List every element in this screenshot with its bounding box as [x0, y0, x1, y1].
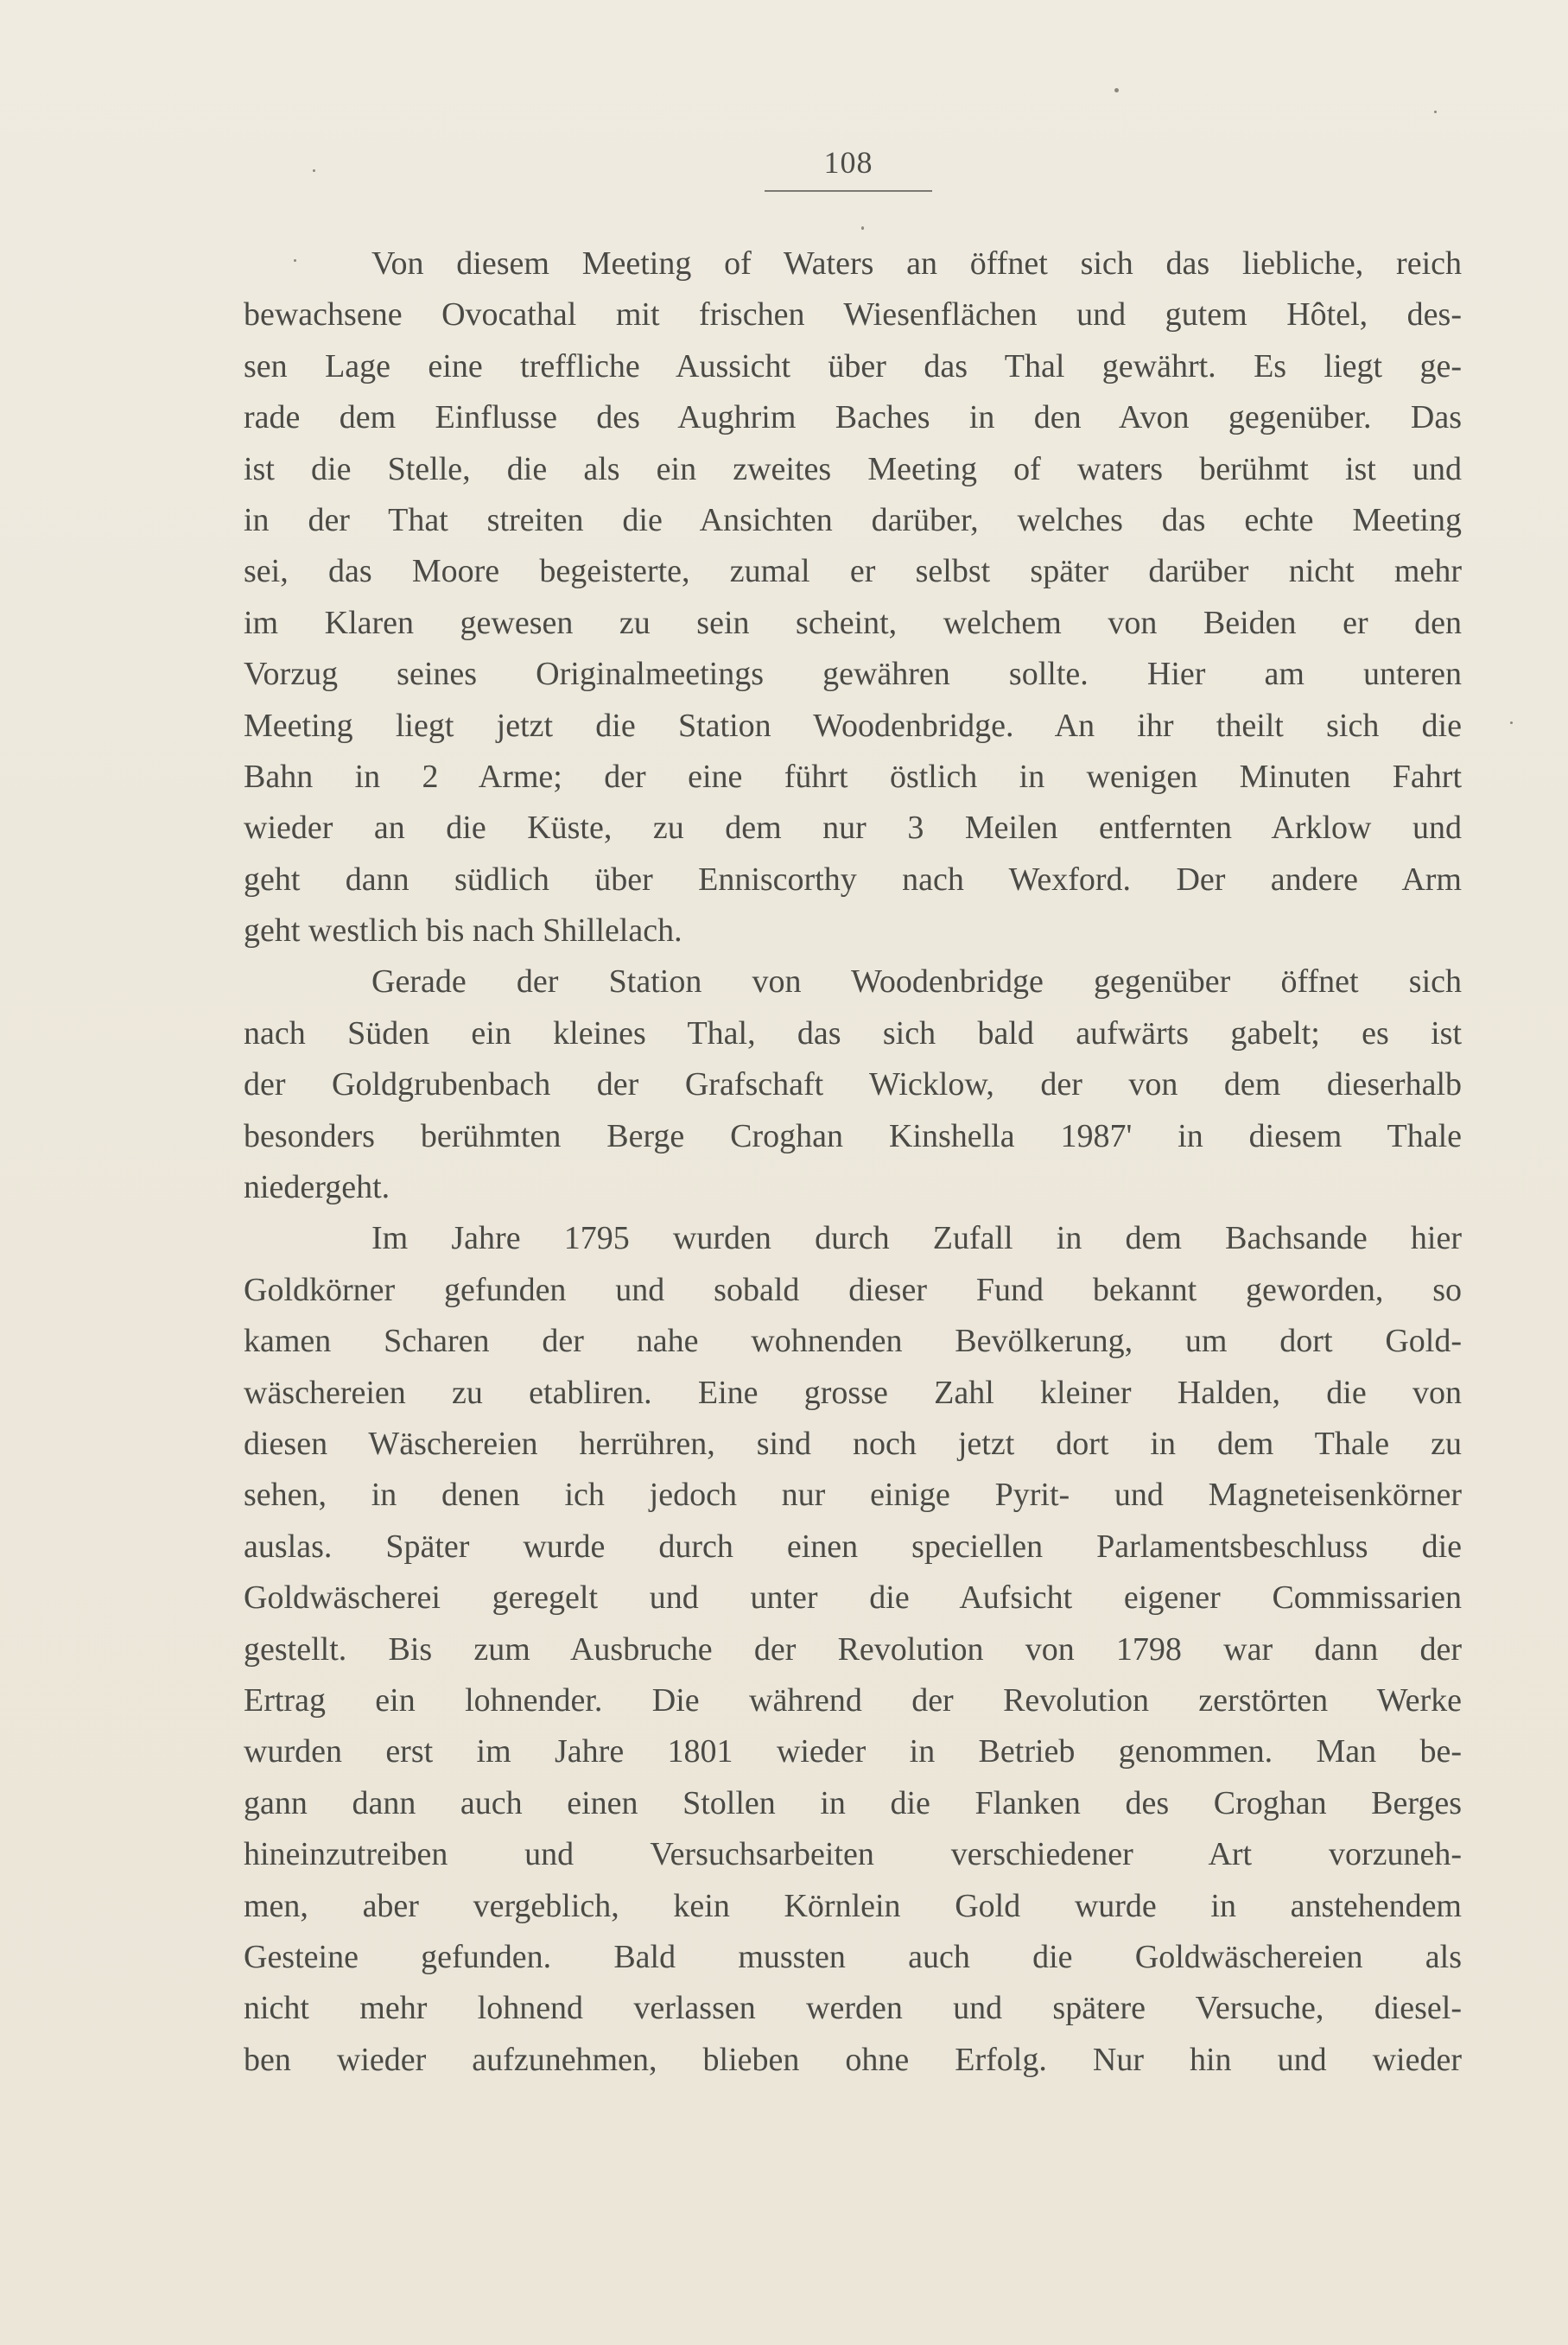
text-line: kamen Scharen der nahe wohnenden Bevölkerung, um dort Gold-	[244, 1323, 1462, 1360]
text-line: ben wieder aufzunehmen, blieben ohne Erfolg. Nur hin und wieder	[244, 2041, 1462, 2078]
print-speck	[1114, 88, 1119, 92]
text-line: bewachsene Ovocathal mit frischen Wiesenflächen und gutem Hôtel, des-	[244, 296, 1462, 334]
text-line: Bahn in 2 Arme; der eine führt östlich in wenigen Minuten Fahrt	[244, 758, 1462, 795]
text-line: Gerade der Station von Woodenbridge gegenüber öffnet sich	[371, 963, 1462, 1001]
text-line: gestellt. Bis zum Ausbruche der Revolution von 1798 war dann der	[244, 1630, 1462, 1668]
text-line: hineinzutreiben und Versuchsarbeiten verschiedener Art vorzuneh-	[244, 1836, 1462, 1873]
text-line: Ertrag ein lohnender. Die während der Revolution zerstörten Werke	[244, 1681, 1462, 1719]
text-line: sen Lage eine treffliche Aussicht über das Thal gewährt. Es liegt ge-	[244, 347, 1462, 384]
text-line: Goldwäscherei geregelt und unter die Aufsicht eigener Commissarien	[244, 1579, 1462, 1617]
text-line: geht westlich bis nach Shillelach.	[244, 912, 682, 950]
text-line: auslas. Später wurde durch einen speciellen Parlamentsbeschluss die	[244, 1528, 1462, 1565]
text-line: Im Jahre 1795 wurden durch Zufall in dem Bachsande hier	[371, 1220, 1462, 1257]
page-number-rule	[765, 190, 932, 192]
text-line: ist die Stelle, die als ein zweites Meeting of waters berühmt ist und	[244, 450, 1462, 487]
text-line: rade dem Einflusse des Aughrim Baches in den Avon gegenüber. Das	[244, 399, 1462, 436]
text-line: sehen, in denen ich jedoch nur einige Pyrit- und Magneteisenkörner	[244, 1477, 1462, 1514]
print-speck	[1510, 721, 1513, 724]
text-line: wieder an die Küste, zu dem nur 3 Meilen entfernten Arklow und	[244, 810, 1462, 847]
print-speck	[861, 226, 864, 230]
page-number: 108	[823, 145, 873, 180]
text-line: gann dann auch einen Stollen in die Flanken des Croghan Berges	[244, 1784, 1462, 1821]
text-line: niedergeht.	[244, 1169, 390, 1206]
text-line: Vorzug seines Originalmeetings gewähren sollte. Hier am unteren	[244, 656, 1462, 693]
text-line: besonders berühmten Berge Croghan Kinshella 1987' in diesem Thale	[244, 1117, 1462, 1154]
text-line: wäschereien zu etabliren. Eine grosse Zahl kleiner Halden, die von	[244, 1374, 1462, 1411]
text-line: Meeting liegt jetzt die Station Woodenbridge. An ihr theilt sich die	[244, 707, 1462, 744]
text-line: diesen Wäschereien herrühren, sind noch jetzt dort in dem Thale zu	[244, 1425, 1462, 1462]
text-line: wurden erst im Jahre 1801 wieder in Betrieb genommen. Man be-	[244, 1733, 1462, 1770]
text-line: in der That streiten die Ansichten darüber, welches das echte Meeting	[244, 501, 1462, 538]
text-line: der Goldgrubenbach der Grafschaft Wicklow, der von dem dieserhalb	[244, 1066, 1462, 1103]
text-line: sei, das Moore begeisterte, zumal er selbst später darüber nicht mehr	[244, 553, 1462, 590]
text-line: Gesteine gefunden. Bald mussten auch die Goldwäschereien als	[244, 1938, 1462, 1975]
text-line: nach Süden ein kleines Thal, das sich bald aufwärts gabelt; es ist	[244, 1014, 1462, 1052]
print-speck	[313, 169, 315, 172]
text-line: men, aber vergeblich, kein Körnlein Gold wurde in anstehendem	[244, 1887, 1462, 1924]
text-line: geht dann südlich über Enniscorthy nach Wexford. Der andere Arm	[244, 861, 1462, 898]
text-line: nicht mehr lohnend verlassen werden und spätere Versuche, diesel-	[244, 1990, 1462, 2027]
body-text	[244, 238, 1462, 2086]
text-line: im Klaren gewesen zu sein scheint, welchem von Beiden er den	[244, 604, 1462, 641]
print-speck	[1434, 111, 1437, 113]
text-line: Goldkörner gefunden und sobald dieser Fund bekannt geworden, so	[244, 1271, 1462, 1308]
text-line: Von diesem Meeting of Waters an öffnet sich das liebliche, reich	[371, 245, 1462, 282]
